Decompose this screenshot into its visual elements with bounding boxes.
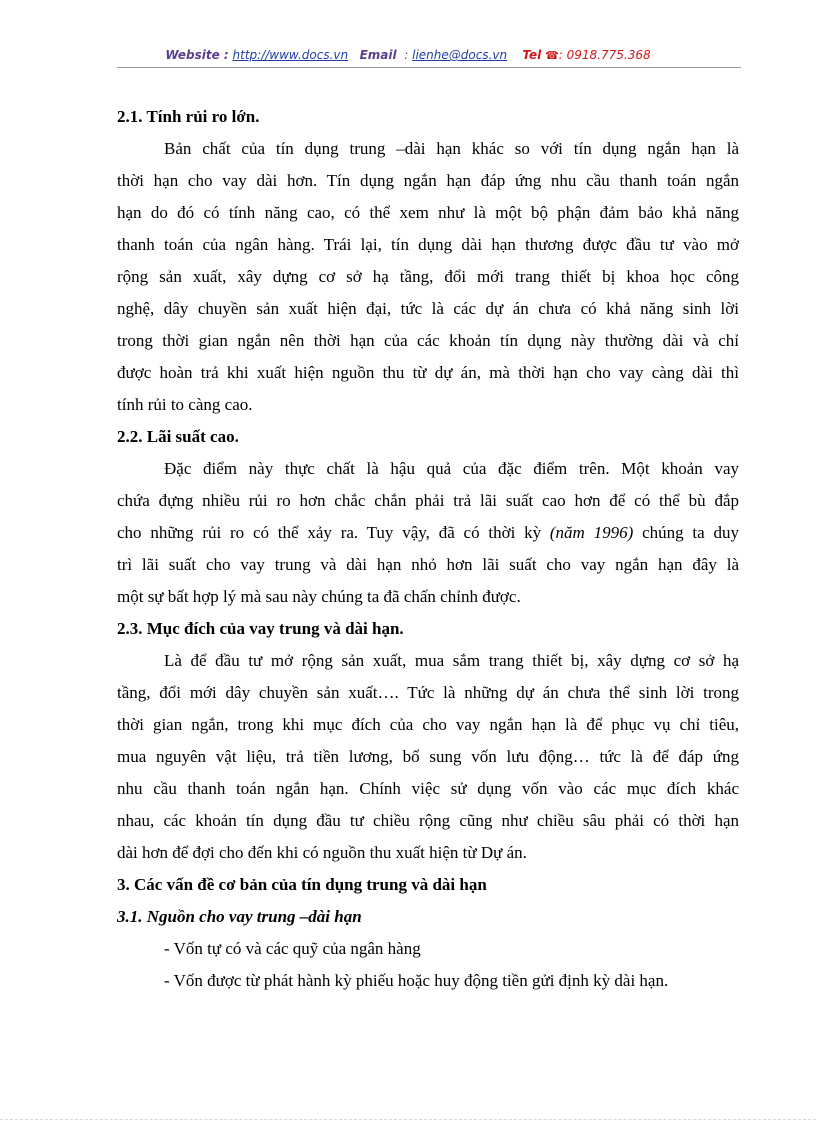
email-separator: : (404, 48, 409, 62)
paragraph-line: nghệ, dây chuyền sản xuất hiện đại, tức là các dự án chưa có khả năng sinh lời (117, 299, 739, 318)
header-divider (117, 67, 741, 68)
paragraph-line: thanh toán của ngân hàng. Trái lại, tín dụng dài hạn thương được đầu tư vào mở (117, 235, 739, 254)
paragraph-line: dài hơn để đợi cho đến khi có nguồn thu xuất hiện từ Dự án. (117, 843, 527, 862)
email-link[interactable]: lienhe@docs.vn (412, 48, 508, 62)
paragraph-line (117, 517, 739, 549)
email-label: Email (359, 48, 397, 62)
paragraph-line: được hoàn trả khi xuất hiện nguồn thu từ dự án, mà thời hạn cho vay càng dài thì (117, 363, 739, 382)
phone-icon: ☎ (545, 49, 559, 62)
text-span: chúng ta duy (633, 523, 739, 542)
page-bottom-border (0, 1119, 816, 1120)
website-link[interactable]: http://www.docs.vn (232, 48, 349, 62)
paragraph-line: chứa đựng nhiều rủi ro hơn chắc chắn phải trả lãi suất cao hơn để có thể bù đắp (117, 491, 739, 510)
paragraph-line: Là để đầu tư mở rộng sản xuất, mua sắm trang thiết bị, xây dựng cơ sở hạ (164, 651, 739, 670)
paragraph-line: hạn do đó có tính năng cao, có thể xem như là một bộ phận đảm bảo khả năng (117, 203, 739, 222)
paragraph-line: trong thời gian ngắn nên thời hạn của các khoản tín dụng này thường dài và chỉ (117, 331, 739, 350)
paragraph-line: nhu cầu thanh toán ngắn hạn. Chính việc sử dụng vốn vào các mục đích khác (117, 779, 739, 798)
section-heading-3-1: 3.1. Nguồn cho vay trung –dài hạn (117, 907, 362, 926)
paragraph-line: một sự bất hợp lý mà sau này chúng ta đã chấn chỉnh được. (117, 587, 521, 606)
section-heading-2-3: 2.3. Mục đích của vay trung và dài hạn. (117, 619, 404, 638)
paragraph-line: mua nguyên vật liệu, trả tiền lương, bổ sung vốn lưu động… tức là để đáp ứng (117, 747, 739, 766)
paragraph-line: trì lãi suất cho vay trung và dài hạn nhỏ hơn lãi suất cho vay ngắn hạn đây là (117, 555, 739, 574)
paragraph-line: tính rủi to càng cao. (117, 395, 253, 414)
tel-label: Tel (522, 48, 542, 62)
paragraph-line: Đặc điểm này thực chất là hậu quả của đặc điểm trên. Một khoản vay (164, 459, 739, 478)
document-body (117, 101, 739, 997)
section-heading-2-2: 2.2. Lãi suất cao. (117, 427, 239, 446)
paragraph-line: thời hạn cho vay dài hơn. Tín dụng ngắn hạn đáp ứng nhu cầu thanh toán ngắn (117, 171, 739, 190)
bullet-item: - Vốn được từ phát hành kỳ phiếu hoặc huy động tiền gửi định kỳ dài hạn. (164, 971, 669, 990)
text-span: cho những rủi ro có thể xảy ra. Tuy vậy, đã có thời kỳ (117, 523, 550, 542)
paragraph-line: thời gian ngắn, trong khi mục đích của cho vay ngắn hạn là để phục vụ chỉ tiêu, (117, 715, 739, 734)
paragraph-line: nhau, các khoản tín dụng đầu tư chiều rộng cũng như chiều sâu phải có thời hạn (117, 811, 739, 830)
phone-number: : 0918.775.368 (558, 48, 651, 62)
section-heading-3: 3. Các vấn đề cơ bản của tín dụng trung và dài hạn (117, 875, 487, 894)
bullet-item: - Vốn tự có và các quỹ của ngân hàng (164, 939, 421, 958)
website-label: Website : (165, 48, 229, 62)
paragraph-line: Bản chất của tín dụng trung –dài hạn khác so với tín dụng ngắn hạn là (164, 139, 739, 158)
paragraph-line: tầng, đổi mới dây chuyền sản xuất…. Tức là những dự án chưa thể sinh lời trong (117, 683, 739, 702)
paragraph-line: rộng sản xuất, xây dựng cơ sở hạ tầng, đổi mới trang thiết bị khoa học công (117, 267, 739, 286)
italic-year-note: (năm 1996) (549, 523, 634, 542)
page-header (0, 48, 816, 62)
section-heading-2-1: 2.1. Tính rủi ro lớn. (117, 107, 260, 126)
